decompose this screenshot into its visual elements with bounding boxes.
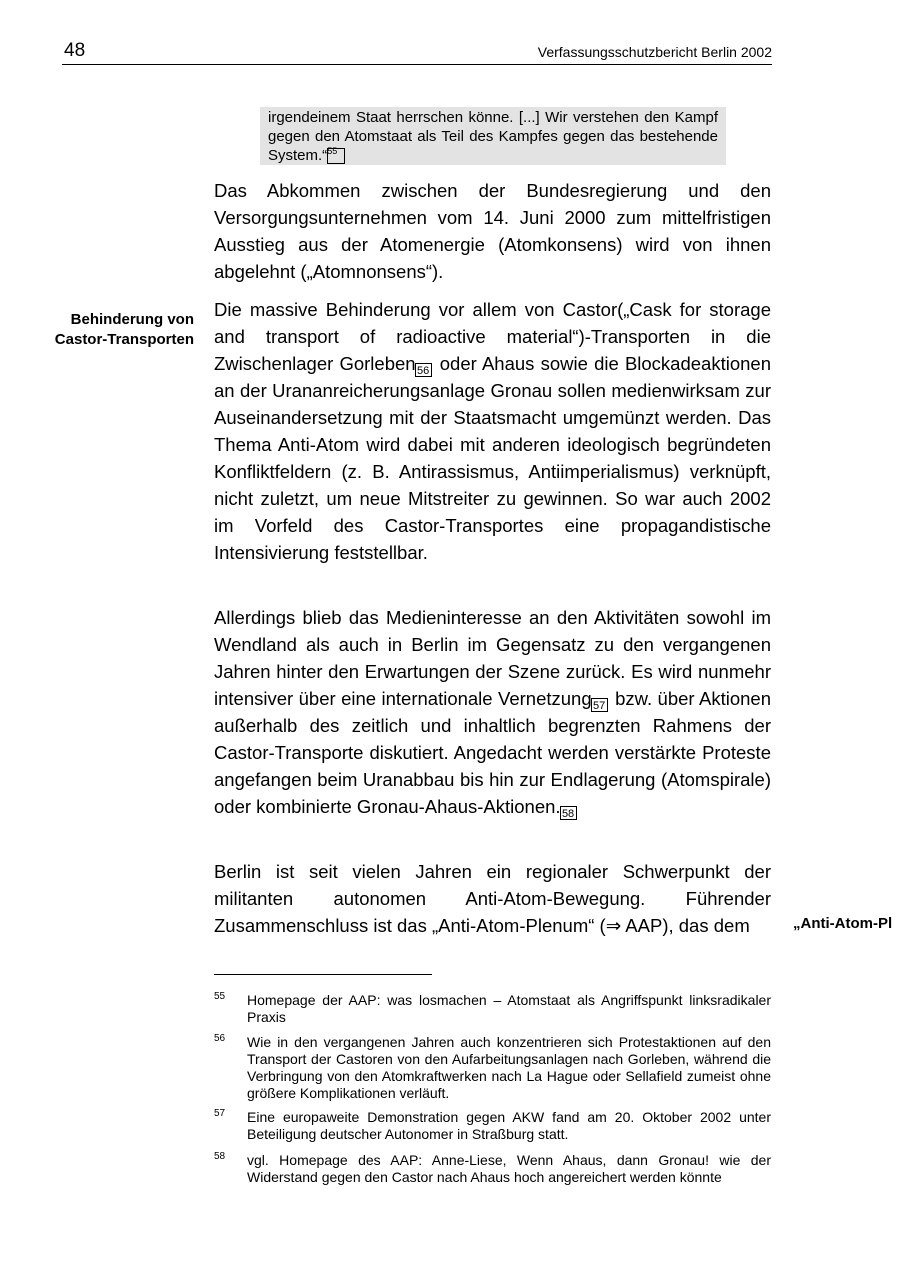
- paragraph-castor: Die massive Behinderung vor allem von Castor(„Cask for storage and transport of radioactive material“)-Transporten in die Zwischenlager Gorleben56 oder Ahaus sowie die Blockadeaktionen an der Urananreicherungsanlage Gronau sollen medienwirksam zur Auseinandersetzung mit der Staatsmacht umgemünzt werden. Das Thema Anti-Atom wird dabei mit anderen ideologisch begründeten Konfliktfeldern (z. B. Antirassismus, Antiimperialismus) verknüpft, nicht zuletzt, um neue Mitstreiter zu gewinnen. So war auch 2002 im Vorfeld des Castor-Transportes eine propagandistische Intensivierung feststellbar.: [214, 299, 771, 563]
- margin-note-castor: Behinderung von Castor-Transporten: [54, 311, 194, 348]
- quote-text: irgendeinem Staat herrschen könne. [...] Wir verstehen den Kampf gegen den Atomstaat als Teil des Kampfes gegen das bestehende System.“$^{55}$: [268, 109, 718, 164]
- page-number: 48: [64, 40, 86, 61]
- footnote-ref-55[interactable]: 55: [327, 146, 345, 165]
- page-header: [62, 38, 772, 65]
- running-title: Verfassungsschutzbericht Berlin 2002: [537, 44, 772, 60]
- footnote-55: [214, 992, 771, 1026]
- footnote-number: 58: [214, 1151, 226, 1162]
- footnote-ref-56[interactable]: 56: [415, 363, 432, 377]
- paragraph-berlin-aap: Berlin ist seit vielen Jahren ein regionaler Schwerpunkt der militanten autonomen Anti-Atom-Bewegung. Führender Zusammenschluss ist das „Anti-Atom-Plenum“ (⇒ AAP), das dem: [214, 861, 771, 936]
- footnote-text: Homepage der AAP: was losmachen – Atomstaat als Angriffspunkt linksradikaler Praxis: [247, 992, 771, 1025]
- footnote-ref-57[interactable]: 57: [591, 698, 608, 712]
- footnote-58: [214, 1152, 771, 1186]
- footnote-57: [214, 1109, 771, 1143]
- footnote-number: 56: [214, 1033, 226, 1044]
- paragraph-atomkonsens: Das Abkommen zwischen der Bundesregierung und den Versorgungsunternehmen vom 14. Juni 2000 zum mittelfristigen Ausstieg aus der Atomenergie (Atomkonsens) wird von ihnen abgelehnt („Atomnonsens“).: [214, 180, 771, 282]
- footnote-ref-58[interactable]: 58: [560, 806, 577, 820]
- quote-block: [260, 107, 726, 165]
- footnote-divider: [214, 974, 432, 975]
- footnote-number: 55: [214, 991, 226, 1002]
- paragraph-medieninteresse: Allerdings blieb das Medieninteresse an den Aktivitäten sowohl im Wendland als auch in Berlin im Gegensatz zu den vergangenen Jahren hinter den Erwartungen der Szene zurück. Es wird nunmehr intensiver über eine internationale Vernetzung57 bzw. über Aktionen außerhalb des zeitlich und inhaltlich begrenzten Rahmens der Castor-Transporte diskutiert. Angedacht werden verstärkte Proteste angefangen beim Uranabbau bis hin zur Endlagerung (Atomspirale) oder kombinierte Gronau-Ahaus-Aktionen.58: [214, 607, 771, 820]
- footnote-text: Eine europaweite Demonstration gegen AKW fand am 20. Oktober 2002 unter Beteiligung deutscher Autonomer in Straßburg statt.: [247, 1109, 771, 1142]
- footnote-marker-box: [327, 148, 345, 164]
- margin-note-aap: „Anti-Atom-Pl: [793, 915, 893, 932]
- footnote-56: [214, 1034, 771, 1102]
- footnote-text: vgl. Homepage des AAP: Anne-Liese, Wenn Ahaus, dann Gronau! wie der Widerstand gegen den Castor nach Ahaus hoch angereichert werden könnte: [247, 1152, 771, 1185]
- footnote-text: Wie in den vergangenen Jahren auch konzentrieren sich Protestaktionen auf den Transport der Castoren von den Aufarbeitungsanlagen nach Gorleben, während die Verbringung von den Atomkraftwerken nach La Hague oder Sellafield zumeist ohne größere Komplikationen verläuft.: [247, 1034, 771, 1101]
- footnote-number: 57: [214, 1108, 226, 1119]
